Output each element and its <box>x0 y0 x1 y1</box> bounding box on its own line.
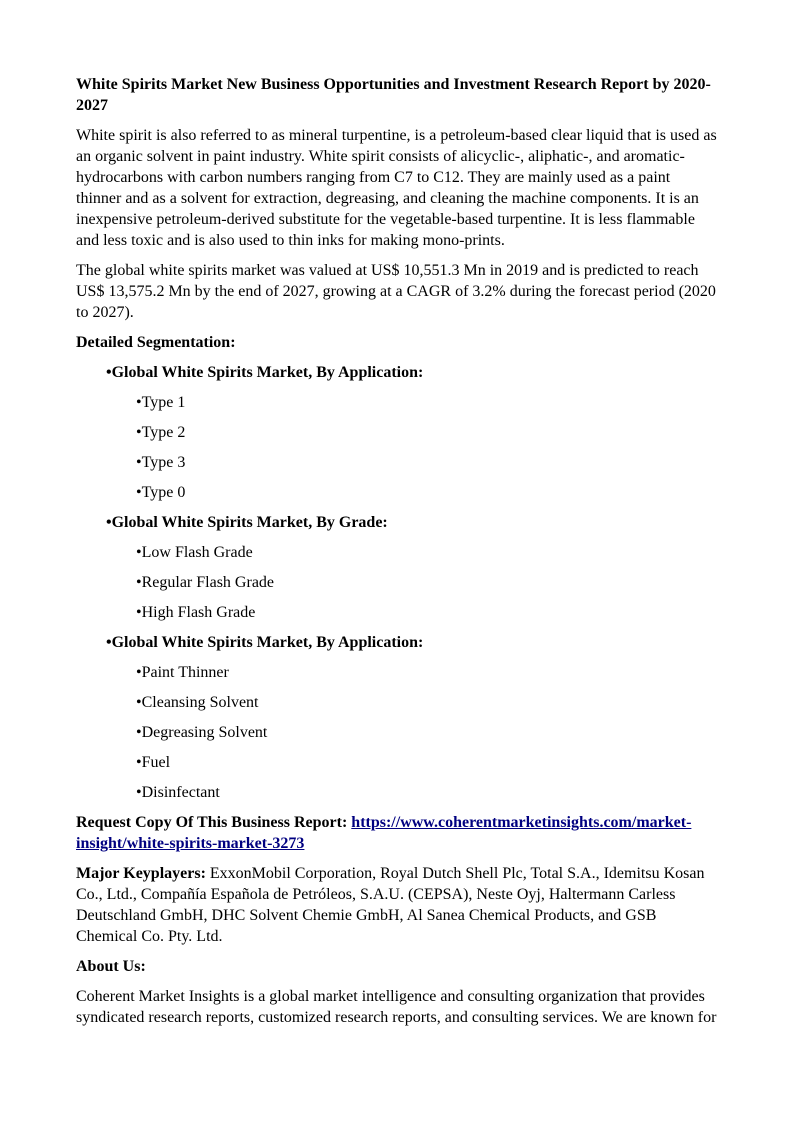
keyplayers-paragraph <box>76 863 718 947</box>
report-title: White Spirits Market New Business Opportunities and Investment Research Report by 2020-2027 <box>76 76 711 114</box>
list-item: •Low Flash Grade <box>136 544 253 561</box>
keyplayers-text: ExxonMobil Corporation, Royal Dutch Shell Plc, Total S.A., Idemitsu Kosan Co., Ltd., Compañía Española de Petróleos, S.A.U. (CEPSA), Neste Oyj, Haltermann Carless Deutschland GmbH, DHC Solvent Chemie GmbH, Al Sanea Chemical Products, and GSB Chemical Co. Pty. Ltd. <box>76 865 705 945</box>
list-item: •Degreasing Solvent <box>136 724 268 741</box>
list-item: •Fuel <box>136 754 171 771</box>
report-link[interactable]: https://www.coherentmarketinsights.com/market-insight/white-spirits-market-3273 <box>76 814 692 852</box>
about-paragraph: Coherent Market Insights is a global market intelligence and consulting organization that provides syndicated research reports, customized research reports, and consulting services. We are known for <box>76 988 717 1026</box>
request-copy-line <box>76 812 718 854</box>
segment-heading: •Global White Spirits Market, By Application: <box>106 364 424 381</box>
bullet: • <box>106 364 112 381</box>
list-item: •Type 1 <box>136 394 186 411</box>
list-item: •Type 0 <box>136 484 186 501</box>
list-item: •Cleansing Solvent <box>136 694 259 711</box>
segmentation-heading: Detailed Segmentation: <box>76 334 236 351</box>
list-item: •Regular Flash Grade <box>136 574 275 591</box>
list-item: •Type 2 <box>136 424 186 441</box>
market-value-paragraph: The global white spirits market was valued at US$ 10,551.3 Mn in 2019 and is predicted to reach US$ 13,575.2 Mn by the end of 2027, growing at a CAGR of 3.2% during the forecast period (2020 to 2027). <box>76 262 716 321</box>
intro-paragraph: White spirit is also referred to as mineral turpentine, is a petroleum-based clear liquid that is used as an organic solvent in paint industry. White spirit consists of alicyclic-, aliphatic-, and aromatic-hydrocarbons with carbon numbers ranging from C7 to C12. They are mainly used as a paint thinner and as a solvent for extraction, degreasing, and cleaning the machine components. It is an inexpensive petroleum-derived substitute for the vegetable-based turpentine. It is less flammable and less toxic and is also used to thin inks for making mono-prints. <box>76 127 717 249</box>
segment-heading: •Global White Spirits Market, By Application: <box>106 634 424 651</box>
keyplayers-label: Major Keyplayers: <box>76 865 206 882</box>
list-item: •Type 3 <box>136 454 186 471</box>
list-item: •Disinfectant <box>136 784 220 801</box>
document-page <box>76 74 718 1037</box>
request-label: Request Copy Of This Business Report: <box>76 814 348 831</box>
segment-heading: •Global White Spirits Market, By Grade: <box>106 514 388 531</box>
list-item: •High Flash Grade <box>136 604 256 621</box>
list-item: •Paint Thinner <box>136 664 229 681</box>
about-heading: About Us: <box>76 958 146 975</box>
